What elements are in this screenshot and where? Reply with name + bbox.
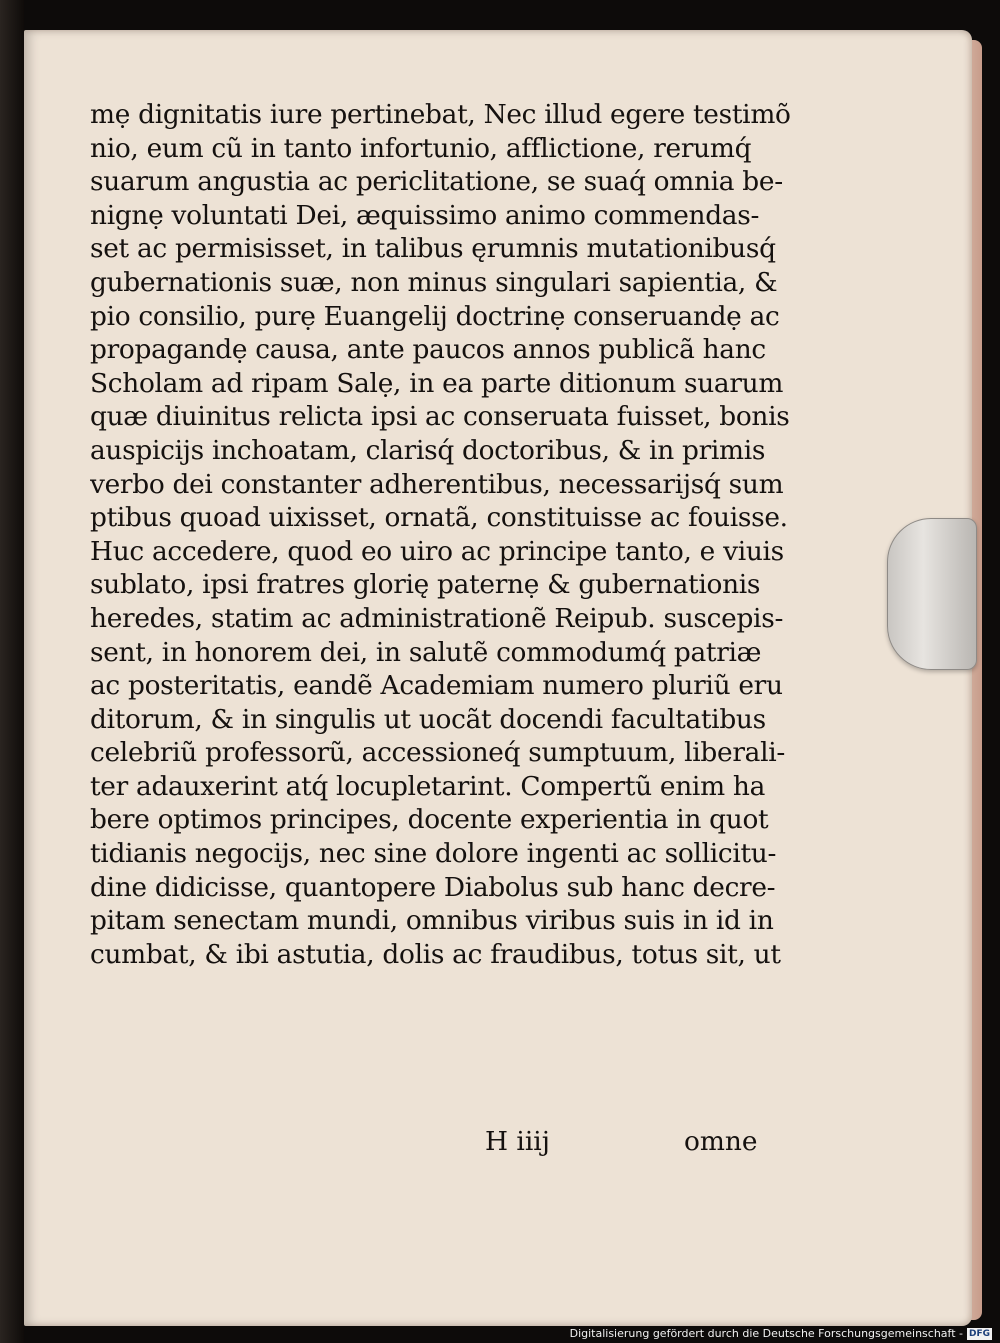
text-line: sent, in honorem dei, in salutẽ commodumq́ patriæ	[90, 636, 762, 668]
text-line: auspicijs inchoatam, clarisq́ doctoribus, & in primis	[90, 434, 766, 466]
text-line: cumbat, & ibi astutia, dolis ac fraudibus, totus sit, ut	[90, 938, 781, 970]
text-line: nio, eum cũ in tanto infortunio, afflictione, rerumq́	[90, 132, 752, 164]
text-line: mẹ dignitatis iure pertinebat, Nec illud egere testimõ	[90, 99, 791, 130]
binding-gutter	[0, 0, 24, 1343]
text-line: quæ diuinitus relicta ipsi ac conseruata fuisset, bonis	[90, 401, 790, 433]
text-line: sublato, ipsi fratres glorię paternẹ & gubernationis	[90, 569, 761, 601]
body-text	[90, 98, 802, 971]
text-line: dine didicisse, quantopere Diabolus sub hanc decre-	[90, 871, 776, 903]
text-line: ter adauxerint atq́ locupletarint. Compertũ enim ha	[90, 770, 766, 802]
text-line: ptibus quoad uixisset, ornatã, constituisse ac fouisse.	[90, 502, 788, 534]
catchword: omne	[684, 1126, 758, 1157]
text-line: propagandẹ causa, ante paucos annos publicã hanc	[90, 334, 766, 366]
text-line: set ac permisisset, in talibus ęrumnis mutationibusq́	[90, 233, 776, 265]
text-line: ac posteritatis, eandẽ Academiam numero pluriũ eru	[90, 670, 783, 702]
text-line: suarum angustia ac periclitatione, se suaq́ omnia be-	[90, 166, 783, 198]
text-line: heredes, statim ac administrationẽ Reipub. suscepis-	[90, 602, 784, 634]
text-line: tidianis negocijs, nec sine dolore ingenti ac sollicitu-	[90, 838, 777, 870]
text-line: Huc accedere, quod eo uiro ac principe tanto, e viuis	[90, 535, 784, 567]
text-line: pio consilio, purẹ Euangelij doctrinẹ conseruandẹ ac	[90, 300, 780, 332]
page-clip	[887, 518, 977, 670]
credit-text: Digitalisierung gefördert durch die Deutsche Forschungsgemeinschaft -	[569, 1327, 963, 1340]
text-line: bere optimos principes, docente experientia in quot	[90, 804, 769, 836]
text-line: nignẹ voluntati Dei, æquissimo animo commendas-	[90, 199, 760, 231]
signature-mark: H iiij	[485, 1126, 550, 1157]
text-line: ditorum, & in singulis ut uocãt docendi facultatibus	[90, 703, 766, 735]
text-line: Scholam ad ripam Salẹ, in ea parte ditionum suarum	[90, 367, 784, 399]
text-line: pitam senectam mundi, omnibus viribus suis in id in	[90, 905, 774, 937]
text-line: gubernationis suæ, non minus singulari sapientia, &	[90, 266, 778, 298]
text-line: celebriũ professorũ, accessioneq́ sumptuum, liberali-	[90, 737, 785, 769]
page-footer	[90, 1126, 790, 1160]
text-line: verbo dei constanter adherentibus, necessarijsq́ sum	[90, 468, 784, 500]
dfg-logo: DFG	[968, 1328, 990, 1339]
digitization-credit	[570, 1327, 992, 1340]
